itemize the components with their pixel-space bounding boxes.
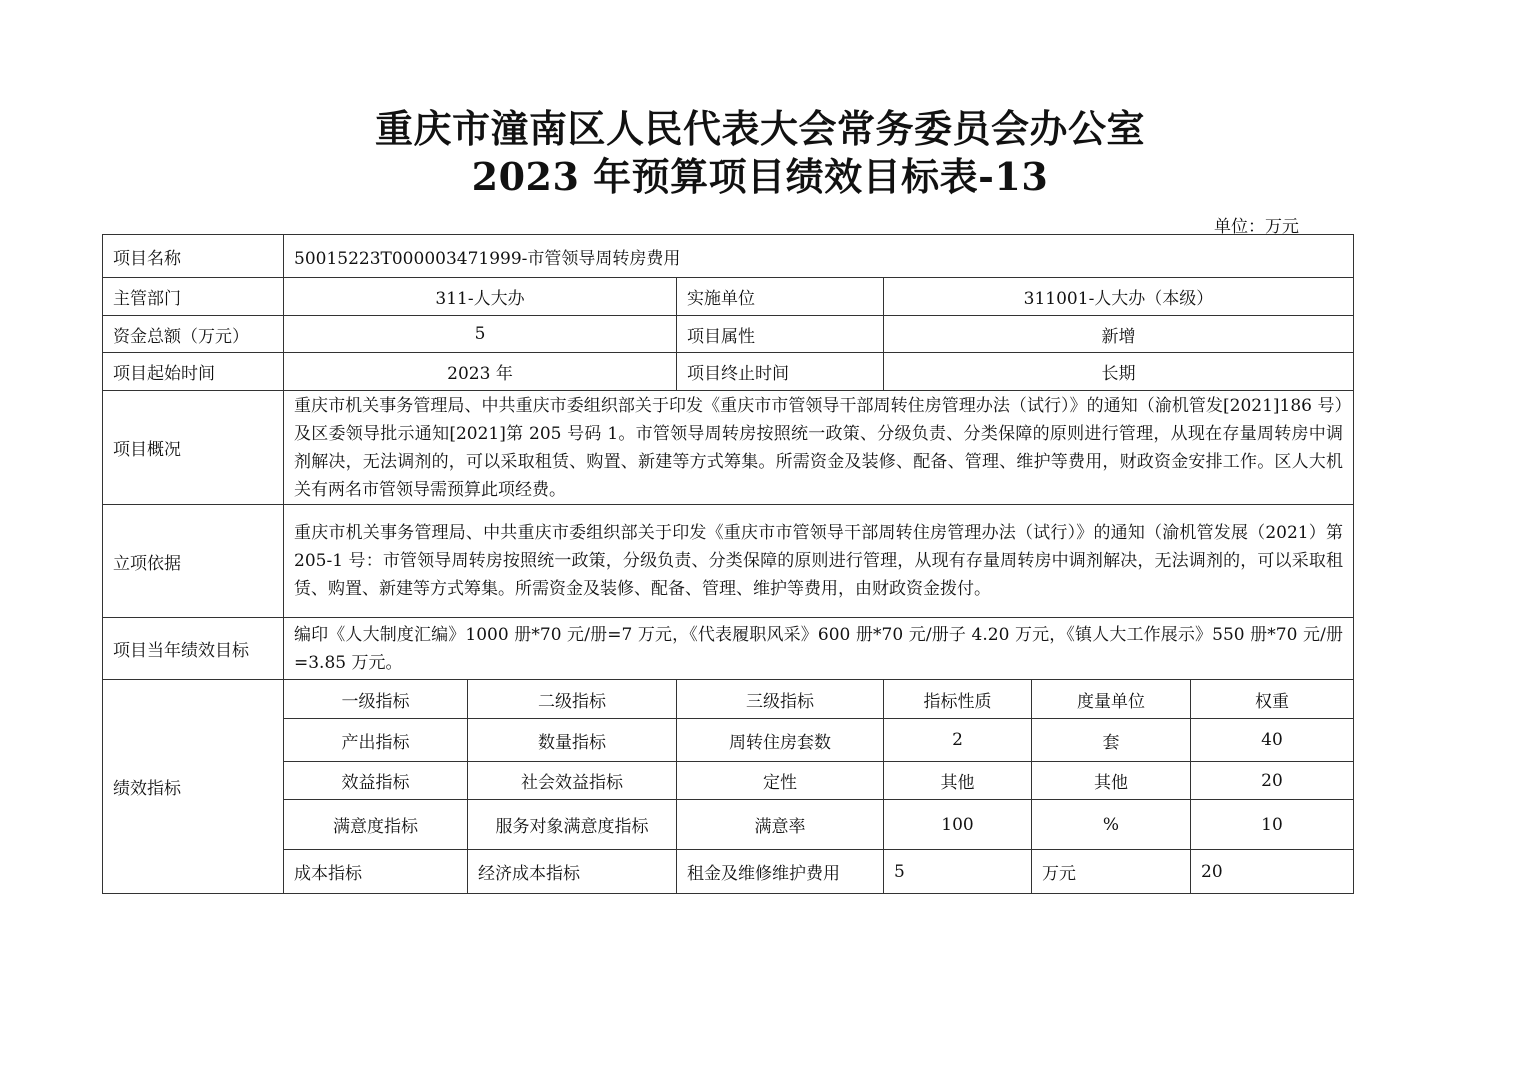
row-fund bbox=[103, 316, 1354, 353]
end-label: 项目终止时间 bbox=[677, 353, 884, 391]
cell-level3: 租金及维修维护费用 bbox=[677, 850, 884, 894]
header-level1: 一级指标 bbox=[284, 680, 468, 719]
header-unit: 度量单位 bbox=[1032, 680, 1191, 719]
impl-value: 311001-人大办（本级） bbox=[884, 278, 1354, 316]
cell-level2: 数量指标 bbox=[468, 719, 677, 762]
row-project-name bbox=[103, 235, 1354, 278]
table-row bbox=[103, 719, 1354, 762]
project-name-value: 50015223T000003471999-市管领导周转房费用 bbox=[284, 235, 1354, 278]
cell-nature: 其他 bbox=[884, 762, 1032, 800]
header-weight: 权重 bbox=[1191, 680, 1354, 719]
start-value: 2023 年 bbox=[284, 353, 677, 391]
table-row bbox=[103, 762, 1354, 800]
goal-label: 项目当年绩效目标 bbox=[103, 618, 284, 680]
end-value: 长期 bbox=[884, 353, 1354, 391]
header-level2: 二级指标 bbox=[468, 680, 677, 719]
fund-label: 资金总额（万元） bbox=[103, 316, 284, 353]
cell-nature: 2 bbox=[884, 719, 1032, 762]
table-row bbox=[103, 850, 1354, 894]
row-basis bbox=[103, 505, 1354, 618]
cell-weight: 40 bbox=[1191, 719, 1354, 762]
dept-value: 311-人大办 bbox=[284, 278, 677, 316]
page-title-line1: 重庆市潼南区人民代表大会常务委员会办公室 bbox=[374, 106, 1145, 151]
cell-nature: 100 bbox=[884, 800, 1032, 850]
basis-text: 重庆市机关事务管理局、中共重庆市委组织部关于印发《重庆市市管领导干部周转住房管理办法（试行）》的通知（渝机管发展（2021）第 205-1 号：市管领导周转房按照统一政策，分级负责、分类保障的原则进行管理，从现有存量周转房中调剂解决，无法调剂的，可以采取租赁、购置、新建等方式筹集。所需资金及装修、配备、管理、维护等费用，由财政资金拨付。 bbox=[284, 505, 1354, 618]
row-overview bbox=[103, 391, 1354, 505]
cell-level1: 产出指标 bbox=[284, 719, 468, 762]
table-row bbox=[103, 800, 1354, 850]
attr-value: 新增 bbox=[884, 316, 1354, 353]
dept-label: 主管部门 bbox=[103, 278, 284, 316]
row-dept bbox=[103, 278, 1354, 316]
overview-label: 项目概况 bbox=[103, 391, 284, 505]
performance-table bbox=[102, 234, 1354, 894]
cell-unit: 万元 bbox=[1032, 850, 1191, 894]
header-nature: 指标性质 bbox=[884, 680, 1032, 719]
cell-weight: 20 bbox=[1191, 850, 1354, 894]
cell-weight: 10 bbox=[1191, 800, 1354, 850]
indicators-label: 绩效指标 bbox=[103, 680, 284, 894]
cell-level1: 成本指标 bbox=[284, 850, 468, 894]
start-label: 项目起始时间 bbox=[103, 353, 284, 391]
overview-text: 重庆市机关事务管理局、中共重庆市委组织部关于印发《重庆市市管领导干部周转住房管理办法（试行）》的通知（渝机管发[2021]186 号）及区委领导批示通知[2021]第 205 号码 1。市管领导周转房按照统一政策、分级负责、分类保障的原则进行管理，从现在存量周转房中调剂解决，无法调剂的，可以采取租赁、购置、新建等方式筹集。所需资金及装修、配备、管理、维护等费用，财政资金安排工作。区人大机关有两名市管领导需预算此项经费。 bbox=[284, 391, 1354, 505]
fund-value: 5 bbox=[284, 316, 677, 353]
row-goal bbox=[103, 618, 1354, 680]
header-level3: 三级指标 bbox=[677, 680, 884, 719]
basis-label: 立项依据 bbox=[103, 505, 284, 618]
cell-unit: 套 bbox=[1032, 719, 1191, 762]
unit-label: 单位：万元 bbox=[1214, 217, 1299, 237]
attr-label: 项目属性 bbox=[677, 316, 884, 353]
cell-weight: 20 bbox=[1191, 762, 1354, 800]
impl-label: 实施单位 bbox=[677, 278, 884, 316]
cell-level1: 满意度指标 bbox=[284, 800, 468, 850]
cell-unit: 其他 bbox=[1032, 762, 1191, 800]
cell-level1: 效益指标 bbox=[284, 762, 468, 800]
cell-level3: 周转住房套数 bbox=[677, 719, 884, 762]
cell-level3: 定性 bbox=[677, 762, 884, 800]
page-title-line2: 2023 年预算项目绩效目标表-13 bbox=[471, 154, 1049, 199]
cell-unit: % bbox=[1032, 800, 1191, 850]
row-time bbox=[103, 353, 1354, 391]
cell-level3: 满意率 bbox=[677, 800, 884, 850]
cell-level2: 社会效益指标 bbox=[468, 762, 677, 800]
goal-text: 编印《人大制度汇编》1000 册*70 元/册=7 万元，《代表履职风采》600 册*70 元/册子 4.20 万元，《镇人大工作展示》550 册*70 元/册=3.85 万元。 bbox=[284, 618, 1354, 680]
indicator-header-row bbox=[103, 680, 1354, 719]
cell-level2: 经济成本指标 bbox=[468, 850, 677, 894]
cell-level2: 服务对象满意度指标 bbox=[468, 800, 677, 850]
project-name-label: 项目名称 bbox=[103, 235, 284, 278]
cell-nature: 5 bbox=[884, 850, 1032, 894]
